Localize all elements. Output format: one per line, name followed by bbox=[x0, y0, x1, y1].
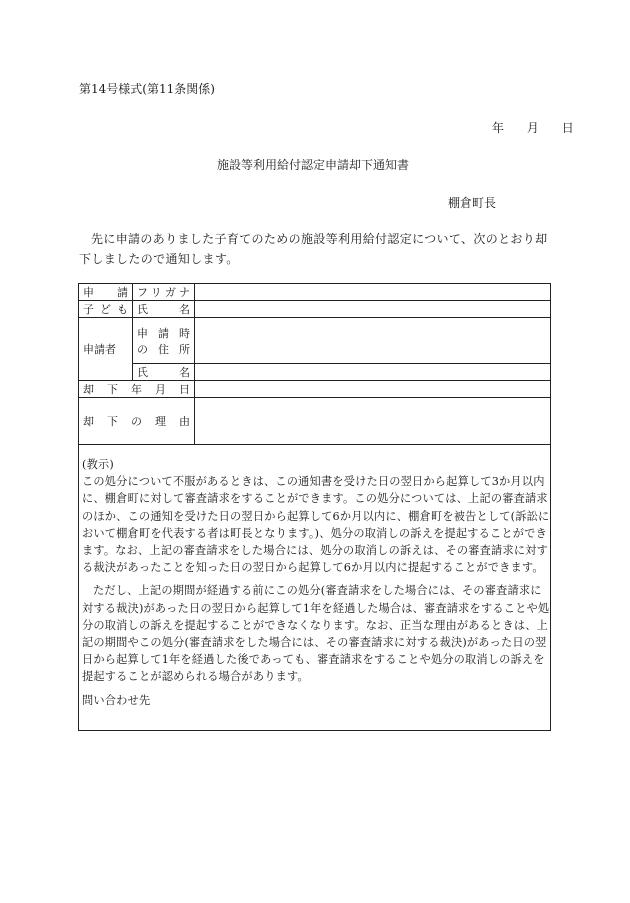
child-name-label-cell bbox=[133, 301, 195, 318]
child-name-label: 氏 名 bbox=[137, 303, 190, 316]
furigana-value[interactable] bbox=[195, 284, 551, 301]
address-label-cell bbox=[133, 318, 195, 364]
date-day-label: 日 bbox=[561, 121, 574, 135]
application-table bbox=[78, 283, 551, 445]
child-name-value[interactable] bbox=[195, 301, 551, 318]
furigana-label: フリガナ bbox=[137, 286, 190, 299]
furigana-label-cell bbox=[133, 284, 195, 301]
table-row bbox=[79, 398, 551, 445]
child-label-line2: 子ども bbox=[83, 303, 128, 316]
table-row bbox=[79, 318, 551, 364]
table-row bbox=[79, 364, 551, 381]
rejection-date-label: 却下年月日 bbox=[83, 383, 190, 396]
rejection-reason-label: 却下の理由 bbox=[83, 415, 190, 428]
rejection-date-label-cell bbox=[79, 381, 195, 398]
rejection-reason-value[interactable] bbox=[195, 398, 551, 445]
applicant-name-value[interactable] bbox=[195, 364, 551, 381]
child-label-cell bbox=[79, 284, 133, 301]
date-year-label: 年 bbox=[492, 121, 505, 135]
notice-heading: (教示) bbox=[82, 458, 114, 471]
address-label-line1: 申請時 bbox=[137, 326, 190, 340]
applicant-address-value[interactable] bbox=[195, 318, 551, 364]
applicant-name-label-cell bbox=[133, 364, 195, 381]
applicant-label-cell bbox=[79, 318, 133, 381]
document-title: 施設等利用給付認定申請却下通知書 bbox=[216, 158, 409, 172]
table-row bbox=[79, 284, 551, 301]
applicant-name-label: 氏 名 bbox=[137, 366, 190, 379]
intro-text: 先に申請のありました子育てのための施設等利用給付認定について、次のとおり却下しましたので通知します。 bbox=[79, 232, 548, 266]
rejection-reason-label-cell bbox=[79, 398, 195, 445]
child-label-cell-2 bbox=[79, 301, 133, 318]
address-label-line2: の住所 bbox=[137, 342, 190, 356]
issuer-name: 棚倉町長 bbox=[448, 196, 497, 210]
notice-paragraph-1: この処分について不服があるときは、この通知書を受けた日の翌日から起算して3か月以内に、棚倉町に対して審査請求をすることができます。この処分については、上記の審査請求のほか、この通知を受けた日の翌日から起算して6か月以内に、棚倉町を被告として(訴訟において棚倉町を代表する者は町長となります。)、処分の取消しの訴えを提起することができます。なお、上記の審査請求をした場合には、処分の取消しの訴えは、その審査請求に対する裁決があったことを知った日の翌日から起算して6か月以内に提起することができます。 bbox=[82, 475, 550, 575]
table-row bbox=[79, 301, 551, 318]
table-row bbox=[79, 381, 551, 398]
date-month-label: 月 bbox=[526, 121, 539, 135]
notice-section bbox=[82, 456, 550, 709]
date-line bbox=[492, 119, 574, 136]
inquiry-label: 問い合わせ先 bbox=[82, 693, 151, 707]
rejection-date-value[interactable] bbox=[195, 381, 551, 398]
applicant-label: 申請者 bbox=[83, 343, 116, 356]
notice-paragraph-2: ただし、上記の期間が経過する前にこの処分(審査請求をした場合には、その審査請求に対する裁決)があった日の翌日から起算して1年を経過した場合は、審査請求をすることや処分の取消しの訴えを提起することができなくなります。なお、正当な理由があるときは、上記の期間やこの処分(審査請求をした場合には、その審査請求に対する裁決)があった日の翌日から起算して1年を経過した後であっても、審査請求をすることや処分の取消しの訴えを提起することが認められる場合があります。 bbox=[82, 584, 550, 684]
child-label-line1: 申 請 bbox=[83, 286, 128, 299]
form-number: 第14号様式(第11条関係) bbox=[79, 82, 215, 96]
